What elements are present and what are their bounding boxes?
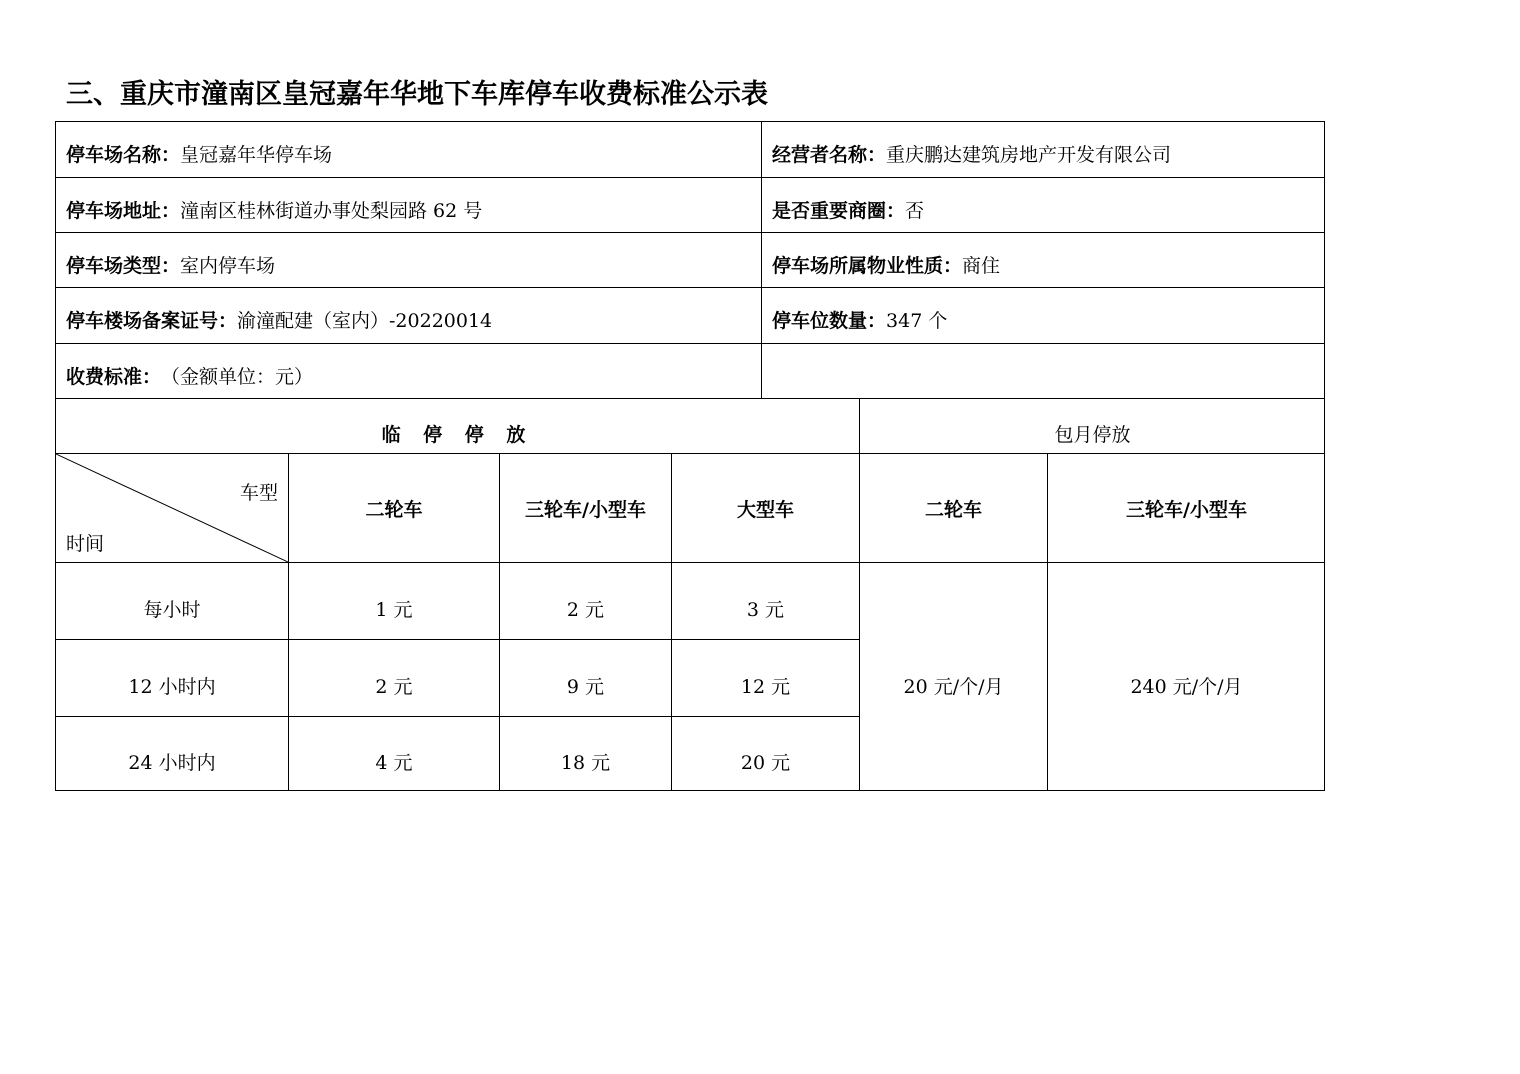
- address-value: 潼南区桂林街道办事处梨园路 62 号: [180, 199, 483, 222]
- lot-name-value: 皇冠嘉年华停车场: [180, 144, 333, 166]
- lot-type-cell: [55, 232, 761, 287]
- col-header-monthly-two-wheel: 二轮车: [859, 453, 1047, 562]
- fee-24h-three-wheel-small: 18 元: [499, 716, 671, 791]
- property-cell: [761, 232, 1325, 287]
- property-value: 商住: [962, 254, 1001, 277]
- record-value: 渝潼配建（室内）-20220014: [237, 310, 493, 332]
- operator-cell: [761, 121, 1325, 177]
- row-time-12h: 12 小时内: [55, 639, 288, 716]
- property-label: 停车场所属物业性质：: [772, 254, 963, 277]
- fee-unit-value: （金额单位：元）: [161, 365, 314, 388]
- fee-12h-two-wheel: 2 元: [288, 639, 499, 716]
- fee-24h-two-wheel: 4 元: [288, 716, 499, 791]
- business-district-value: 否: [905, 199, 925, 222]
- time-label: 时间: [66, 533, 105, 555]
- lot-type-value: 室内停车场: [180, 254, 276, 277]
- page-title: 三、重庆市潼南区皇冠嘉年华地下车库停车收费标准公示表: [66, 79, 768, 110]
- fee-hourly-two-wheel: 1 元: [288, 562, 499, 639]
- fee-standard-label: 收费标准：: [66, 365, 162, 388]
- monthly-parking-header: 包月停放: [859, 398, 1325, 453]
- record-label: 停车楼场备案证号：: [66, 310, 238, 332]
- col-header-two-wheel: 二轮车: [288, 453, 499, 562]
- temp-parking-header: 临 停 停 放: [55, 398, 859, 453]
- fee-24h-large: 20 元: [671, 716, 859, 791]
- col-header-monthly-three-wheel-small: 三轮车/小型车: [1047, 453, 1325, 562]
- row-time-hourly: 每小时: [55, 562, 288, 639]
- lot-type-label: 停车场类型：: [66, 254, 181, 277]
- vehicle-type-label: 车型: [239, 482, 278, 504]
- fee-hourly-large: 3 元: [671, 562, 859, 639]
- lot-name-label: 停车场名称：: [66, 144, 181, 166]
- operator-label: 经营者名称：: [772, 144, 887, 166]
- address-cell: [55, 177, 761, 232]
- lot-name-cell: [55, 121, 761, 177]
- monthly-fee-three-wheel-small: 240 元/个/月: [1047, 562, 1325, 791]
- col-header-large: 大型车: [671, 453, 859, 562]
- fee-12h-large: 12 元: [671, 639, 859, 716]
- spaces-label: 停车位数量：: [772, 310, 887, 332]
- monthly-fee-two-wheel: 20 元/个/月: [859, 562, 1047, 791]
- operator-value: 重庆鹏达建筑房地产开发有限公司: [886, 144, 1172, 166]
- business-district-label: 是否重要商圈：: [772, 199, 906, 222]
- spaces-value: 347 个: [886, 310, 948, 332]
- record-cell: [55, 287, 761, 343]
- fee-hourly-three-wheel-small: 2 元: [499, 562, 671, 639]
- spaces-cell: [761, 287, 1325, 343]
- address-label: 停车场地址：: [66, 199, 181, 222]
- business-district-cell: [761, 177, 1325, 232]
- fee-12h-three-wheel-small: 9 元: [499, 639, 671, 716]
- fee-standard-cell: [55, 343, 761, 398]
- empty-cell: [761, 343, 1325, 398]
- diagonal-header-cell: [55, 453, 288, 562]
- row-time-24h: 24 小时内: [55, 716, 288, 791]
- col-header-three-wheel-small: 三轮车/小型车: [499, 453, 671, 562]
